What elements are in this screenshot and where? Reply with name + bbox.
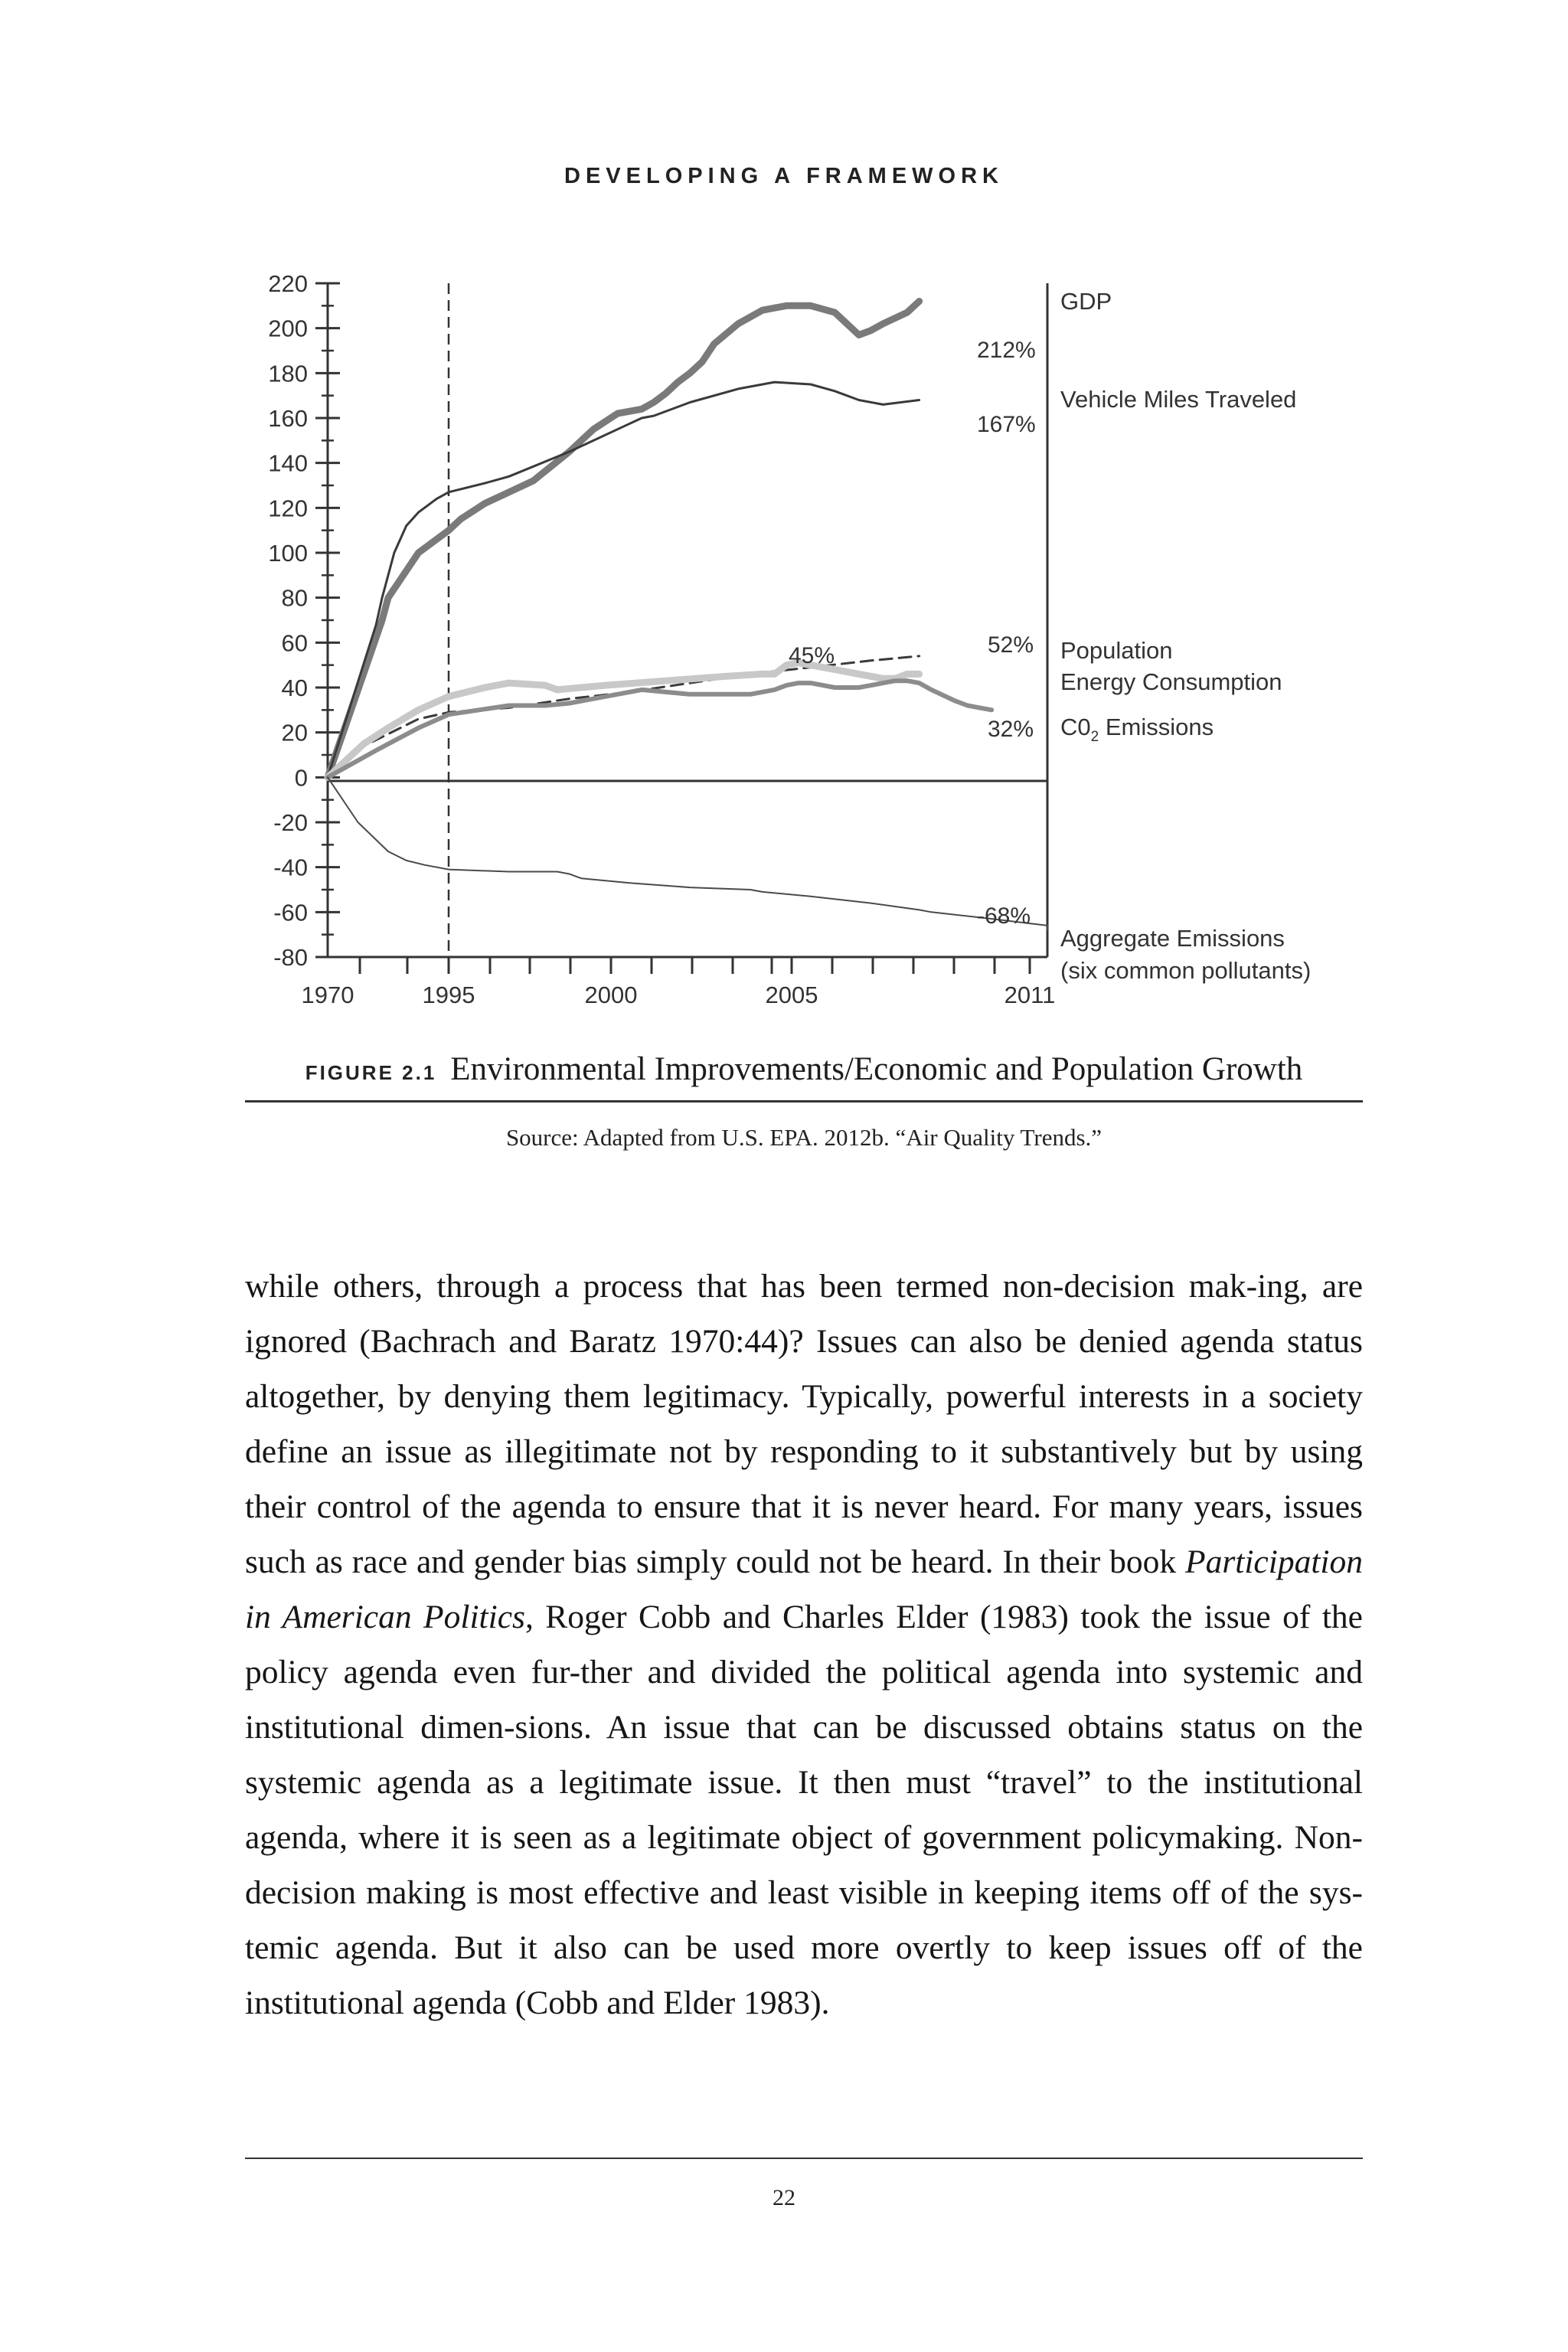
series-line-population <box>328 656 920 777</box>
book-title: Participation in American Politics <box>245 1544 1363 1635</box>
figure-label: FIGURE 2.1 <box>305 1061 437 1084</box>
running-head: DEVELOPING A FRAMEWORK <box>564 164 1004 188</box>
figure-chart <box>0 0 1568 1041</box>
series-end-label-vmt: 167% <box>977 412 1036 437</box>
legend-label-population: Population <box>1060 637 1173 664</box>
series-end-label-population: 52% <box>988 632 1034 658</box>
legend-label-aggregate-detail: (six common pollutants) <box>1060 957 1312 984</box>
figure-title: Environmental Improvements/Economic and Population Growth <box>450 1051 1303 1087</box>
y-tick-label: 60 <box>281 629 308 657</box>
series-line-aggregate-emissions <box>328 777 1047 930</box>
y-tick-label: 200 <box>268 315 308 342</box>
y-tick-label: 40 <box>281 675 308 701</box>
y-tick-label: 0 <box>294 764 308 792</box>
y-tick-label: -20 <box>273 809 308 836</box>
y-tick-label: 100 <box>268 540 308 567</box>
y-tick-label: 120 <box>268 495 308 522</box>
legend-label-energy: Energy Consumption <box>1060 668 1282 695</box>
body-text-part-2: , Roger Cobb and Charles Elder (1983) took the issue of the policy agenda even fur-ther and divided the political agenda into systemic and institutional dimen-sions. An issue that can be discussed obtains status on the systemic agenda as a legitimate issue. It then must “travel” to the institutional agenda, where it is seen as a legitimate object of government policymaking. Non-decision making is most effective and least visible in keeping items off of the sys-temic agenda. But it also can be used more overtly to keep issues off of the institutional agenda (Cobb and Elder 1983). <box>245 1599 1363 2021</box>
page-number: 22 <box>773 2185 795 2210</box>
x-tick-label: 2005 <box>765 982 818 1008</box>
figure-source: Source: Adapted from U.S. EPA. 2012b. “Air Quality Trends.” <box>505 1124 1102 1151</box>
y-tick-label: 220 <box>268 270 308 297</box>
series-end-label-gdp: 212% <box>977 338 1036 363</box>
y-tick-label: 140 <box>268 449 308 477</box>
caption-rule <box>245 1100 1363 1102</box>
figure-caption <box>245 1050 1363 1088</box>
y-tick-label: -60 <box>273 899 308 926</box>
y-tick-label: -80 <box>273 944 308 971</box>
x-tick-label: 2011 <box>1004 982 1056 1008</box>
x-tick-label: 2000 <box>584 982 638 1008</box>
y-tick-label: 160 <box>268 405 308 432</box>
chart-axes <box>328 283 1047 957</box>
legend-label-aggregate: Aggregate Emissions <box>1060 925 1285 952</box>
y-tick-label: -40 <box>273 854 308 881</box>
body-text-part-1: while others, through a process that has been termed non-decision mak-ing, are ignored (Bachrach and Baratz 1970:44)? Issues can also be denied agenda status altogether, by denying them legitimacy. Typically, powerful interests in a society define an issue as illegitimate not by responding to it substantively but by using their control of the agenda to ensure that it is never heard. For many years, issues such as race and gender bias simply could not be heard. In their book <box>245 1268 1363 1580</box>
legend-label-co2: $C0_2$ Emissions <box>1060 714 1214 745</box>
series-line-vehicle-miles-traveled <box>328 382 920 777</box>
y-tick-label: 20 <box>281 719 308 746</box>
footer-rule <box>245 2158 1363 2159</box>
series-line-gdp <box>328 302 920 778</box>
x-tick-label: 1995 <box>422 982 475 1008</box>
series-end-label-energy: 45% <box>789 643 835 668</box>
series-end-label-co2: 32% <box>988 717 1034 742</box>
y-tick-label: 180 <box>268 360 308 387</box>
legend-label-gdp: GDP <box>1060 288 1112 315</box>
series-line-co2-emissions <box>328 681 991 777</box>
body-paragraph <box>245 1259 1363 2030</box>
x-tick-label: 1970 <box>301 982 354 1008</box>
y-tick-label: 80 <box>281 584 308 612</box>
series-end-label-aggregate: -68% <box>977 903 1031 929</box>
legend-label-vmt: Vehicle Miles Traveled <box>1060 386 1297 413</box>
